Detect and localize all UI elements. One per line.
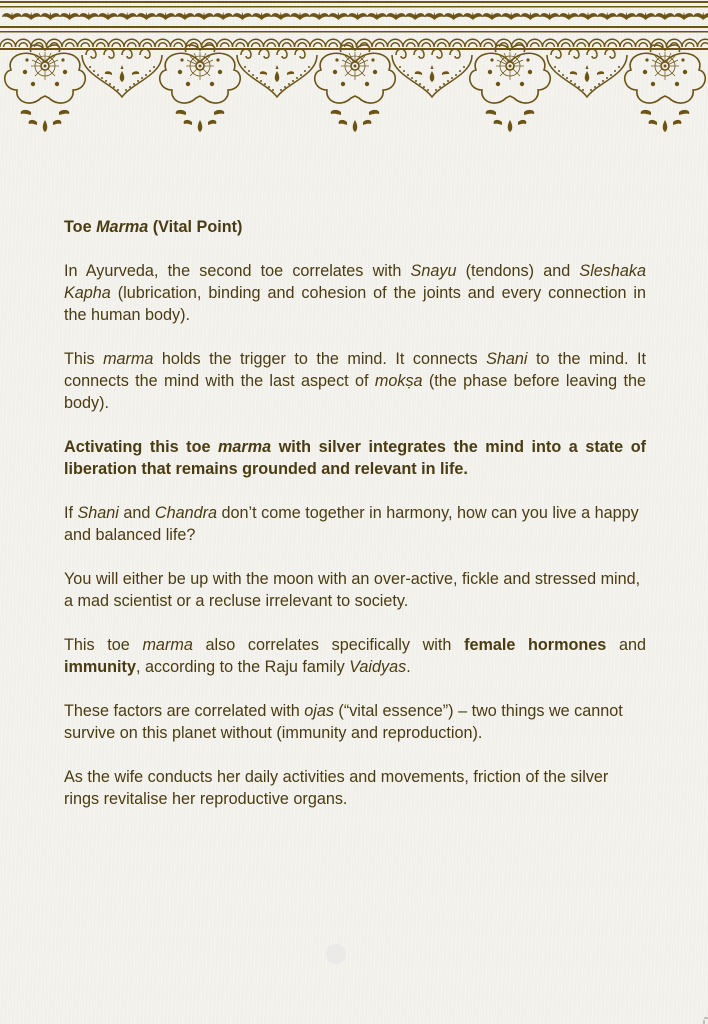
leaf-icon <box>559 12 579 20</box>
text-run: with silver integrates the mind into a state of liberation that remains grounded and relevant in life. <box>64 438 646 478</box>
scallop-arc-inner <box>639 43 648 47</box>
flower-motif-icon <box>160 45 241 132</box>
leaf-icon <box>693 12 708 20</box>
text-run: This toe <box>64 636 143 654</box>
scallop-arc-inner <box>562 43 571 47</box>
scallop-arc-inner <box>686 43 695 47</box>
leaf-icon <box>40 12 60 20</box>
leaf-icon <box>156 12 176 20</box>
scallop-arc-inner <box>391 43 400 47</box>
leaf-icon <box>386 12 406 20</box>
italic-term: marma <box>103 350 154 368</box>
italic-term: Shani <box>77 504 119 522</box>
leaf-icon <box>194 12 214 20</box>
flower-motif-icon <box>5 45 86 132</box>
leaf-icon <box>405 12 425 20</box>
paragraph-ojas <box>64 700 646 744</box>
scallop-arc-inner <box>143 43 152 47</box>
paragraph-ayurveda <box>64 260 646 326</box>
scallop-arc-inner <box>701 43 708 47</box>
scallop-arc-inner <box>252 43 261 47</box>
text-run: and <box>606 636 646 654</box>
scallop-arc-inner <box>66 43 75 47</box>
scallop-arc-inner <box>221 43 230 47</box>
scallop-arc-row <box>0 39 708 47</box>
scallop-arc-inner <box>593 43 602 47</box>
leaf-icon <box>348 12 368 20</box>
crop-mark-icon <box>698 1014 708 1024</box>
leaf-icon <box>597 12 617 20</box>
scallop-arc-inner <box>4 43 13 47</box>
italic-term: Shani <box>486 350 528 368</box>
text-run: also correlates specifically with <box>192 636 465 654</box>
heart-motif-icon <box>392 49 472 97</box>
document-body <box>64 216 646 832</box>
leaf-icon <box>98 12 118 20</box>
text-run: holds the trigger to the mind. It connects <box>153 350 487 368</box>
scallop-arc-inner <box>608 43 617 47</box>
italic-term: mokṣa <box>374 372 423 390</box>
text-run: . <box>406 658 411 676</box>
heading-text-post: (Vital Point) <box>148 218 243 236</box>
scallop-arc-inner <box>577 43 586 47</box>
paragraph-list <box>64 260 646 810</box>
paragraph-activating <box>64 436 646 480</box>
leaf-icon <box>501 12 521 20</box>
scallop-arc-inner <box>531 43 540 47</box>
text-run: to the mind. It connects the mind with the last aspect of <box>64 350 646 390</box>
bold-term: immunity <box>64 658 136 676</box>
scallop-arc-inner <box>97 43 106 47</box>
leaf-icon <box>117 12 137 20</box>
paragraph-rings <box>64 766 646 810</box>
flower-motif-icon <box>625 45 706 132</box>
leaf-icon <box>79 12 99 20</box>
leaf-icon <box>520 12 540 20</box>
scallop-arc-inner <box>329 43 338 47</box>
leaf-icon <box>136 12 156 20</box>
leaf-icon <box>578 12 598 20</box>
heart-motif-icon <box>82 49 162 97</box>
leaf-icon <box>232 12 252 20</box>
scallop-arc-inner <box>159 43 168 47</box>
scallop-arc-inner <box>453 43 462 47</box>
leaf-icon <box>424 12 444 20</box>
leaf-icon <box>309 12 329 20</box>
flower-motif-icon <box>470 45 551 132</box>
text-run: (tendons) and <box>456 262 580 280</box>
leaf-icon <box>2 12 22 20</box>
leaf-icon <box>252 12 272 20</box>
scallop-arc-inner <box>407 43 416 47</box>
leaf-icon <box>290 12 310 20</box>
scallop-arc-inner <box>267 43 276 47</box>
leaf-icon <box>271 12 291 20</box>
scallop-arc-inner <box>376 43 385 47</box>
bold-term: female hormones <box>464 636 607 654</box>
scallop-arc-inner <box>112 43 121 47</box>
scallop-arc-inner <box>546 43 555 47</box>
heading-text-pre: Toe <box>64 218 97 236</box>
scallop-arc-inner <box>438 43 447 47</box>
flower-motif-icon <box>315 45 396 132</box>
italic-term: Vaidyas <box>349 658 407 676</box>
leaf-motif-row <box>2 12 708 20</box>
text-run: As the wife conducts her daily activities and movements, friction of the silver rings revitalise her reproductive organs. <box>64 768 609 808</box>
leaf-icon <box>213 12 233 20</box>
leaf-icon <box>616 12 636 20</box>
leaf-icon <box>328 12 348 20</box>
scallop-arc-inner <box>236 43 245 47</box>
italic-term: Chandra <box>154 504 218 522</box>
scallop-arc-inner <box>283 43 292 47</box>
flower-heart-motif-row <box>5 45 706 132</box>
section-heading <box>64 216 646 238</box>
leaf-icon <box>463 12 483 20</box>
leaf-icon <box>636 12 656 20</box>
paragraph-moon <box>64 568 646 612</box>
scallop-arc-inner <box>19 43 28 47</box>
heading-text-italic: Marma <box>96 218 149 236</box>
scallop-arc-inner <box>469 43 478 47</box>
text-run: You will either be up with the moon with an over-active, fickle and stressed mind, a mad scientist or a recluse irrelevant to society. <box>64 570 641 610</box>
leaf-icon <box>21 12 41 20</box>
leaf-icon <box>674 12 694 20</box>
text-run: Activating this toe <box>64 438 219 456</box>
leaf-icon <box>367 12 387 20</box>
scallop-arc-inner <box>81 43 90 47</box>
leaf-icon <box>655 12 675 20</box>
italic-term: Sleshaka Kapha <box>64 262 646 302</box>
text-run: (“vital essence”) – two things we cannot survive on this planet without (immunity and reproduction). <box>64 702 623 742</box>
leaf-icon <box>482 12 502 20</box>
text-run: (lubrication, binding and cohesion of the joints and every connection in the human body). <box>64 284 646 324</box>
text-run: , according to the Raju family <box>135 658 350 676</box>
top-rule-lines <box>0 1 708 50</box>
text-run: These factors are correlated with <box>64 702 305 720</box>
paragraph-trigger <box>64 348 646 414</box>
text-run: If <box>64 504 78 522</box>
italic-term: marma <box>142 636 193 654</box>
scallop-arc-inner <box>624 43 633 47</box>
leaf-icon <box>175 12 195 20</box>
leaf-icon <box>540 12 560 20</box>
heart-motif-icon <box>237 49 317 97</box>
scallop-arc-inner <box>298 43 307 47</box>
italic-term: marma <box>218 438 272 456</box>
text-run: In Ayurveda, the second toe correlates with <box>64 262 411 280</box>
page-marker-dot <box>326 944 346 964</box>
text-run: This <box>64 350 104 368</box>
scallop-arc-inner <box>174 43 183 47</box>
paragraph-harmony <box>64 502 646 546</box>
scallop-arc-inner <box>484 43 493 47</box>
paragraph-hormones <box>64 634 646 678</box>
leaf-icon <box>444 12 464 20</box>
italic-term: ojas <box>304 702 334 720</box>
scallop-arc-inner <box>314 43 323 47</box>
heart-motif-icon <box>547 49 627 97</box>
scallop-arc-inner <box>422 43 431 47</box>
henna-border-ornament <box>0 0 708 140</box>
italic-term: Snayu <box>410 262 457 280</box>
scallop-arc-inner <box>128 43 137 47</box>
text-run: and <box>118 504 155 522</box>
text-run: don’t come together in harmony, how can you live a happy and balanced life? <box>64 504 639 544</box>
text-run: (the phase before leaving the body). <box>64 372 646 412</box>
leaf-icon <box>60 12 80 20</box>
